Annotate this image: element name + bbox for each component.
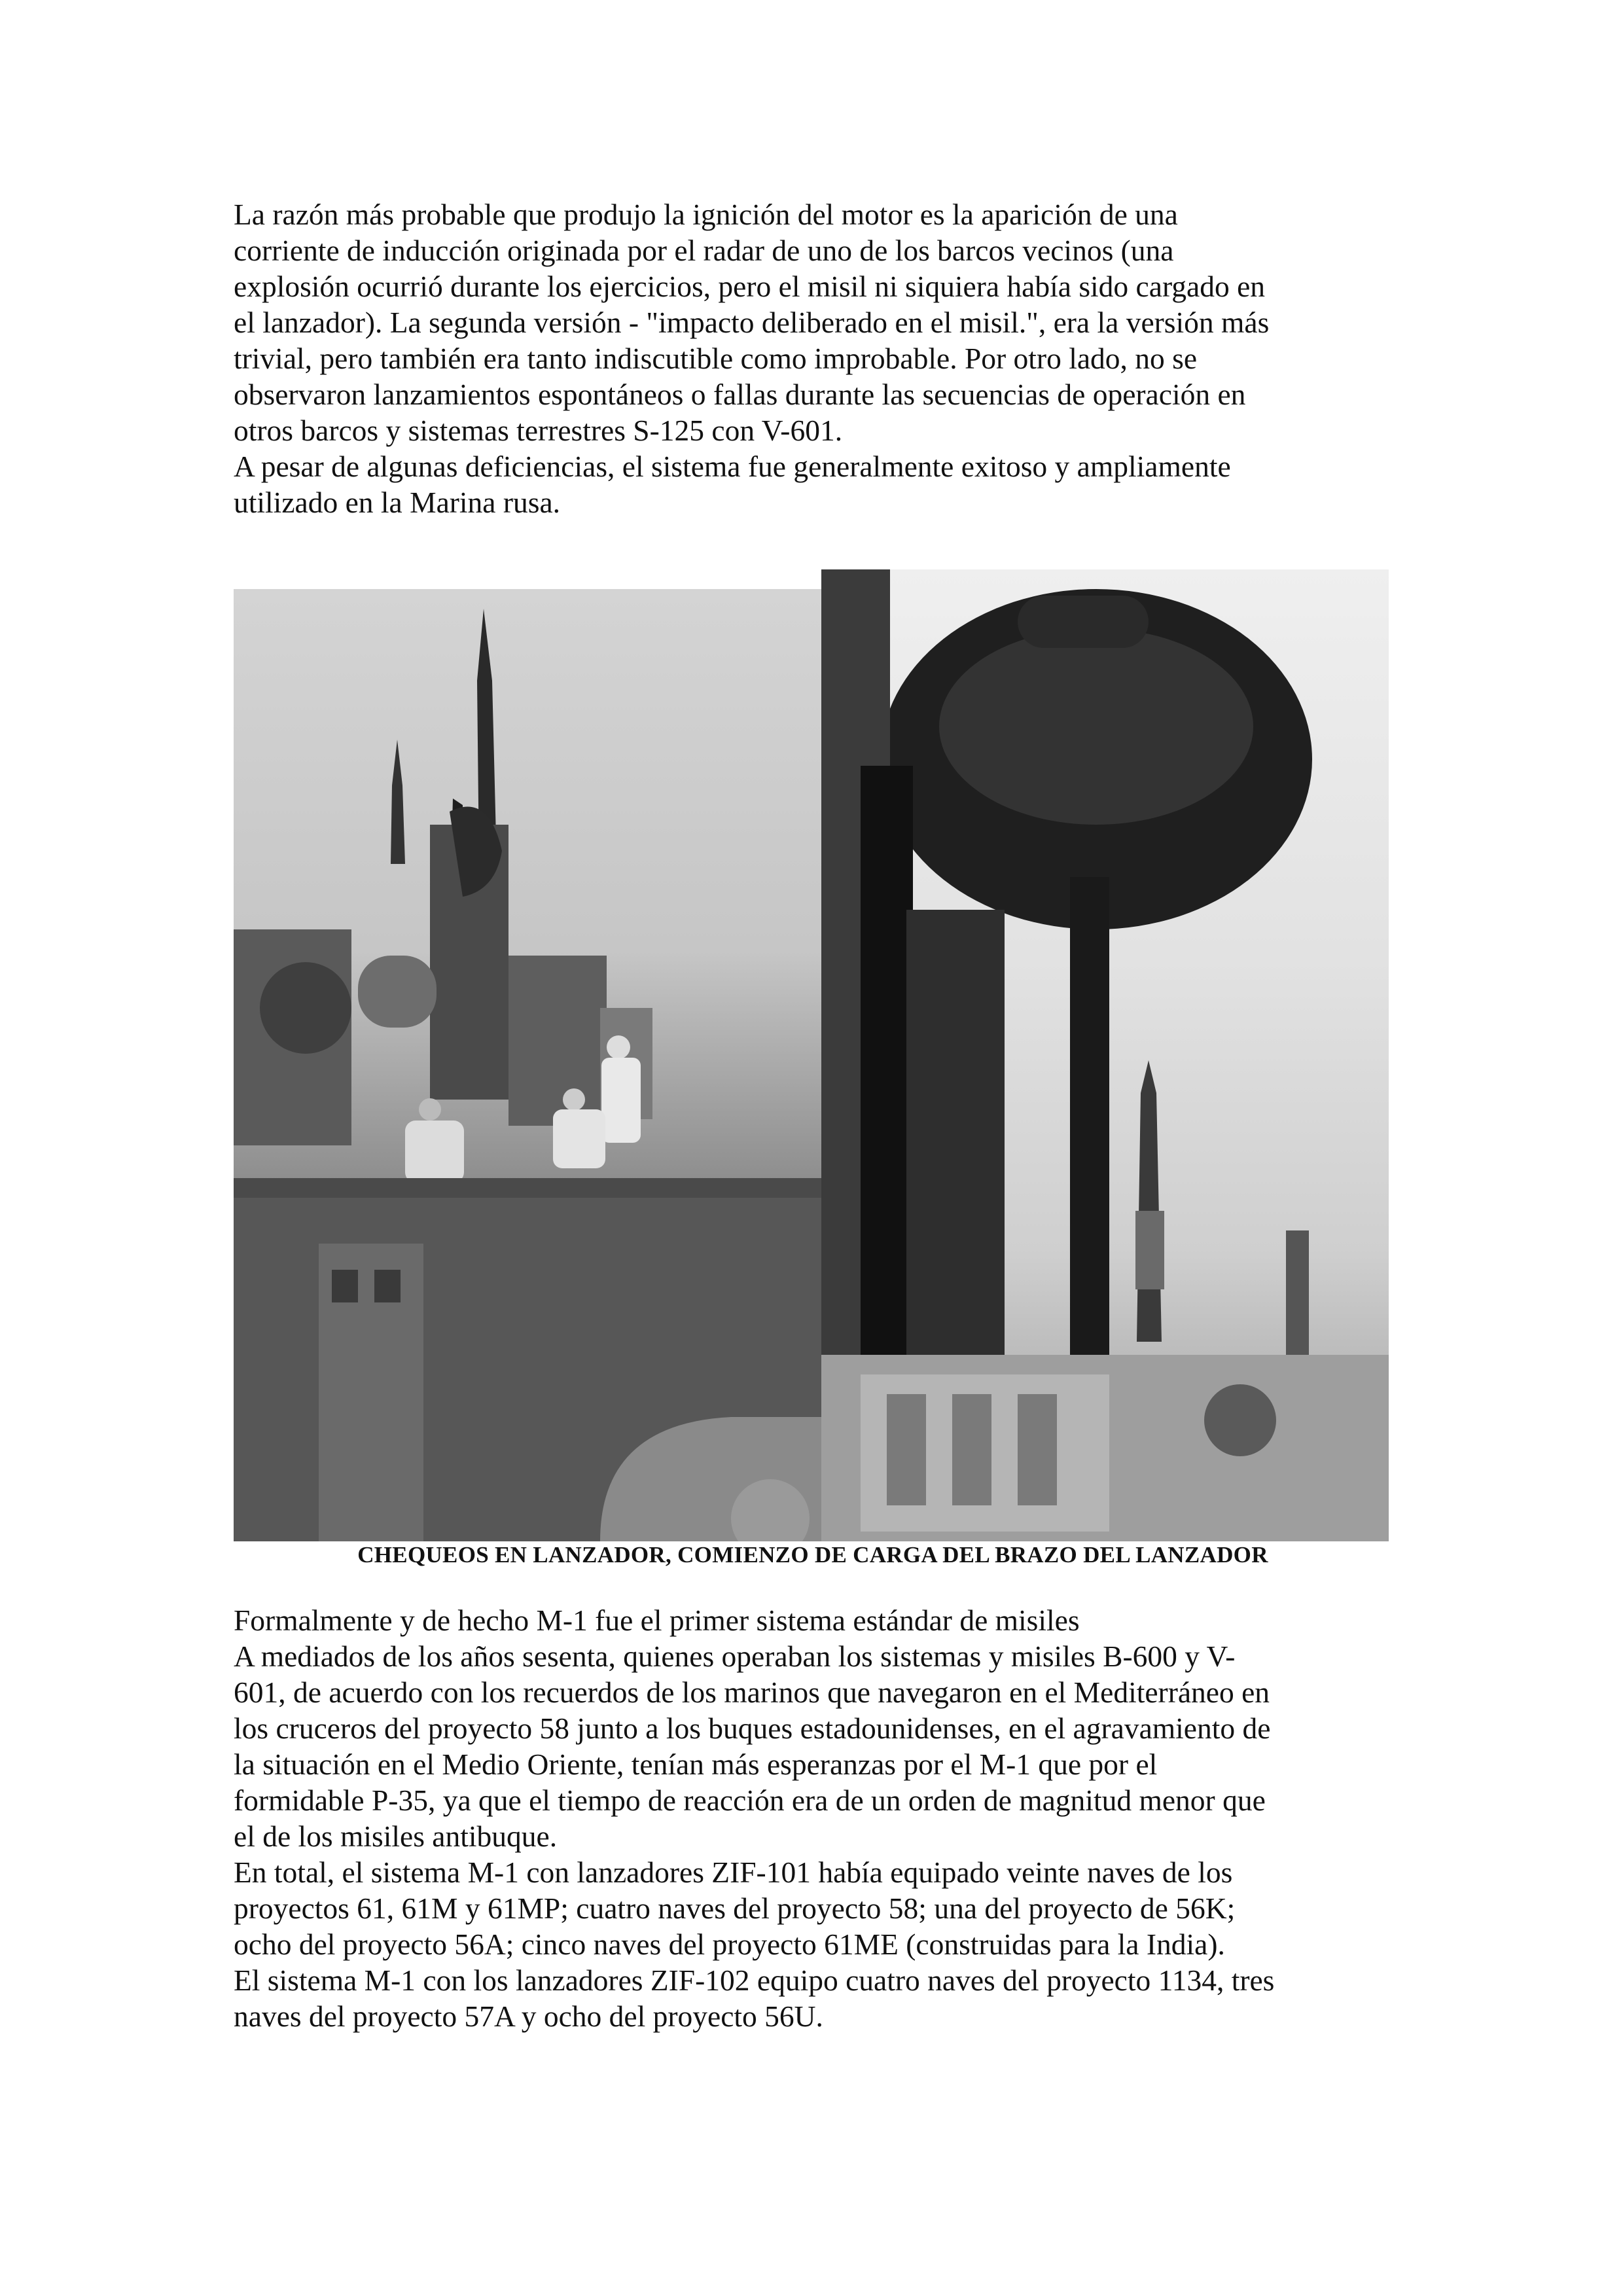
text-line: En total, el sistema M-1 con lanzadores ZIF-101 había equipado veinte naves de los <box>234 1856 1233 1889</box>
text-line: El sistema M-1 con los lanzadores ZIF-102 equipo cuatro naves del proyecto 1134, tres <box>234 1964 1275 1997</box>
text-line: utilizado en la Marina rusa. <box>234 486 561 519</box>
paragraph-m1-system <box>234 1602 1392 2034</box>
text-line: 601, de acuerdo con los recuerdos de los marinos que navegaron en el Mediterráneo en <box>234 1676 1270 1709</box>
paragraph-ignition-cause <box>234 196 1392 520</box>
text-line: otros barcos y sistemas terrestres S-125 con V-601. <box>234 414 843 447</box>
text-line: explosión ocurrió durante los ejercicios, pero el misil ni siquiera había sido cargado en <box>234 270 1266 303</box>
launcher-checks-illustration <box>234 589 821 1541</box>
text-line: ocho del proyecto 56A; cinco naves del proyecto 61ME (construidas para la India). <box>234 1928 1225 1961</box>
text-line: trivial, pero también era tanto indiscutible como improbable. Por otro lado, no se <box>234 342 1198 375</box>
arm-loading-illustration <box>821 569 1389 1541</box>
text-line: A pesar de algunas deficiencias, el sistema fue generalmente exitoso y ampliamente <box>234 450 1231 483</box>
text-line: los cruceros del proyecto 58 junto a los buques estadounidenses, en el agravamiento de <box>234 1712 1271 1745</box>
text-line: formidable P-35, ya que el tiempo de reacción era de un orden de magnitud menor que <box>234 1784 1266 1817</box>
launcher-photographs <box>234 569 1389 1541</box>
text-line: A mediados de los años sesenta, quienes operaban los sistemas y misiles B-600 y V- <box>234 1640 1236 1673</box>
photo-arm-loading <box>821 569 1389 1541</box>
text-line: la situación en el Medio Oriente, tenían más esperanzas por el M-1 que por el <box>234 1748 1158 1781</box>
text-line: observaron lanzamientos espontáneos o fallas durante las secuencias de operación en <box>234 378 1246 411</box>
figure-caption: CHEQUEOS EN LANZADOR, COMIENZO DE CARGA DEL BRAZO DEL LANZADOR <box>357 1542 1268 1568</box>
text-line: La razón más probable que produjo la ignición del motor es la aparición de una <box>234 198 1178 231</box>
text-line: naves del proyecto 57A y ocho del proyecto 56U. <box>234 2000 823 2033</box>
text-line: el de los misiles antibuque. <box>234 1820 558 1853</box>
text-line: corriente de inducción originada por el radar de uno de los barcos vecinos (una <box>234 234 1174 267</box>
photo-launcher-checks <box>234 589 821 1541</box>
text-line: el lanzador). La segunda versión - "impacto deliberado en el misil.", era la versión más <box>234 306 1270 339</box>
text-line: proyectos 61, 61M y 61MP; cuatro naves del proyecto 58; una del proyecto de 56K; <box>234 1892 1236 1925</box>
text-line: Formalmente y de hecho M-1 fue el primer sistema estándar de misiles <box>234 1604 1080 1637</box>
